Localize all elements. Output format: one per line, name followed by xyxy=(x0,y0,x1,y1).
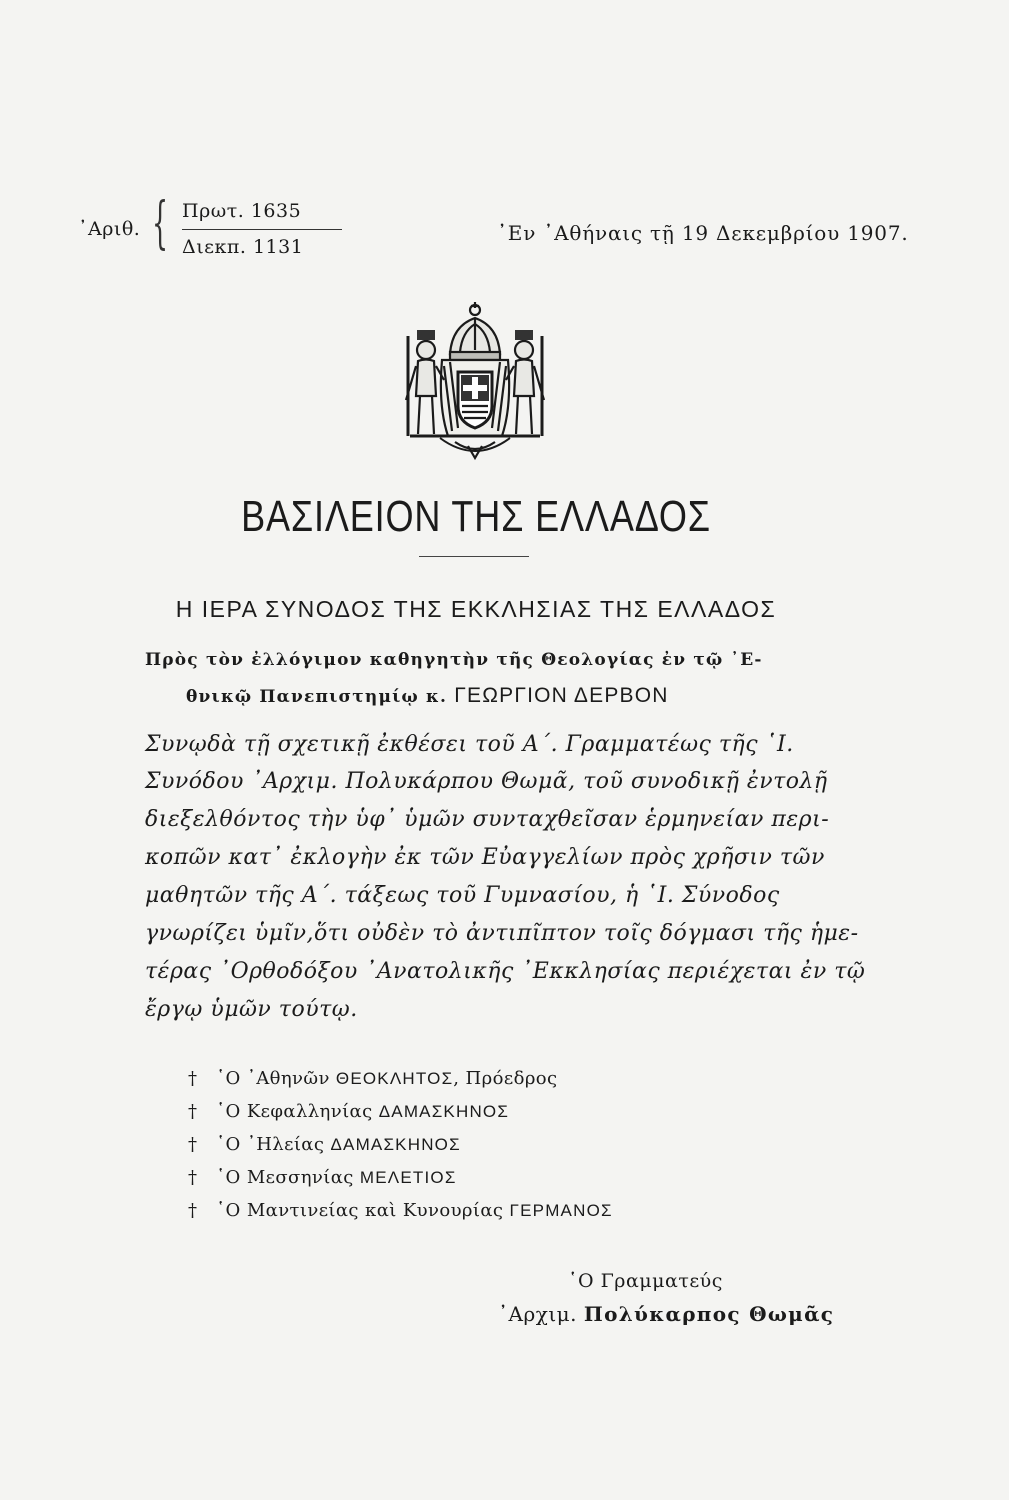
body-line: κοπῶν κατ᾿ ἐκλογὴν ἐκ τῶν Εὐαγγελίων πρὸς χρῆσιν τῶν xyxy=(145,845,825,870)
signatory-row xyxy=(188,1101,613,1134)
dispatch-number: Διεκπ. 1131 xyxy=(182,236,304,258)
royal-coat-of-arms-icon xyxy=(400,296,550,466)
signatory-name: ΔΑΜΑΣΚΗΝΟΣ xyxy=(378,1102,510,1121)
body-line: γνωρίζει ὑμῖν,ὅτι οὐδὲν τὸ ἀντιπῖπτον τοῖς δόγμασι τῆς ἡμε- xyxy=(145,921,859,946)
signatory-list xyxy=(188,1068,613,1233)
signatory-see: Μαντινείας καὶ Κυνουρίας xyxy=(246,1200,504,1221)
kingdom-title: ΒΑΣΙΛΕΙΟΝ ΤΗΣ ΕΛΛΑΔΟΣ xyxy=(241,492,711,541)
recipient-address-line-2 xyxy=(186,684,669,708)
secretary-rank: ᾿Αρχιμ. xyxy=(498,1302,578,1326)
signatory-see: Μεσσηνίας xyxy=(246,1167,354,1188)
signatory-row xyxy=(188,1068,613,1101)
date-line: ᾿Εν ᾿Αθήναις τῇ 19 Δεκεμβρίου 1907. xyxy=(497,221,909,245)
body-line: Συνόδου ᾿Αρχιμ. Πολυκάρπου Θωμᾶ, τοῦ συνοδικῇ ἐντολῇ xyxy=(145,769,828,794)
signatory-article: ῾Ο xyxy=(216,1200,241,1221)
signatory-see: Κεφαλληνίας xyxy=(246,1101,373,1122)
signatory-name: ΔΑΜΑΣΚΗΝΟΣ xyxy=(330,1135,461,1154)
body-line: ἔργῳ ὑμῶν τούτῳ. xyxy=(145,997,358,1022)
recipient-address-prefix: θνικῷ Πανεπιστημίῳ κ. xyxy=(186,687,448,707)
reference-label: ᾿Αριθ. xyxy=(78,218,141,240)
body-line: Συνῳδὰ τῇ σχετικῇ ἐκθέσει τοῦ Α΄. Γραμματέως τῆς ῾Ι. xyxy=(145,732,794,757)
recipient-name: ΓΕΩΡΓΙΟΝ ΔΕΡΒΟΝ xyxy=(454,684,669,707)
signatory-article: ῾Ο xyxy=(216,1134,241,1155)
protocol-number: Πρωτ. 1635 xyxy=(182,200,302,222)
cross-icon: † xyxy=(188,1101,198,1122)
secretary-title: ῾Ο Γραμματεύς xyxy=(568,1270,723,1292)
signatory-article: ῾Ο xyxy=(216,1101,241,1122)
signatory-name: ΓΕΡΜΑΝΟΣ xyxy=(509,1201,613,1220)
signatory-article: ῾Ο xyxy=(216,1068,241,1089)
secretary-signature xyxy=(498,1302,834,1326)
cross-icon: † xyxy=(188,1068,198,1089)
signatory-row xyxy=(188,1134,613,1167)
cross-icon: † xyxy=(188,1134,198,1155)
title-divider xyxy=(419,556,529,557)
reference-brace: { xyxy=(152,191,169,256)
signatory-see: ᾿Ηλείας xyxy=(246,1134,325,1155)
reference-divider xyxy=(182,229,342,230)
recipient-address-line-1: Πρὸς τὸν ἐλλόγιμον καθηγητὴν τῆς Θεολογίας ἐν τῷ ᾿Ε- xyxy=(145,650,763,670)
body-line: μαθητῶν τῆς Α΄. τάξεως τοῦ Γυμνασίου, ἡ ῾Ι. Σύνοδος xyxy=(145,883,780,908)
signatory-row xyxy=(188,1200,613,1233)
signatory-name: ΜΕΛΕΤΙΟΣ xyxy=(359,1168,457,1187)
signatory-role: , Πρόεδρος xyxy=(453,1068,558,1089)
synod-title: Η ΙΕΡΑ ΣΥΝΟΔΟΣ ΤΗΣ ΕΚΚΛΗΣΙΑΣ ΤΗΣ ΕΛΛΑΔΟΣ xyxy=(175,596,777,622)
cross-icon: † xyxy=(188,1200,198,1221)
signatory-row xyxy=(188,1167,613,1200)
cross-icon: † xyxy=(188,1167,198,1188)
body-line: τέρας ᾿Ορθοδόξου ᾿Ανατολικῆς ᾿Εκκλησίας περιέχεται ἐν τῷ xyxy=(145,959,866,984)
signatory-name: ΘΕΟΚΛΗΤΟΣ xyxy=(335,1069,454,1088)
body-line: διεξελθόντος τὴν ὑφ᾿ ὑμῶν συνταχθεῖσαν ἑρμηνείαν περι- xyxy=(145,807,830,832)
signatory-article: ῾Ο xyxy=(216,1167,241,1188)
signatory-see: ᾿Αθηνῶν xyxy=(246,1068,330,1089)
secretary-name: Πολύκαρπος Θωμᾶς xyxy=(583,1302,835,1326)
